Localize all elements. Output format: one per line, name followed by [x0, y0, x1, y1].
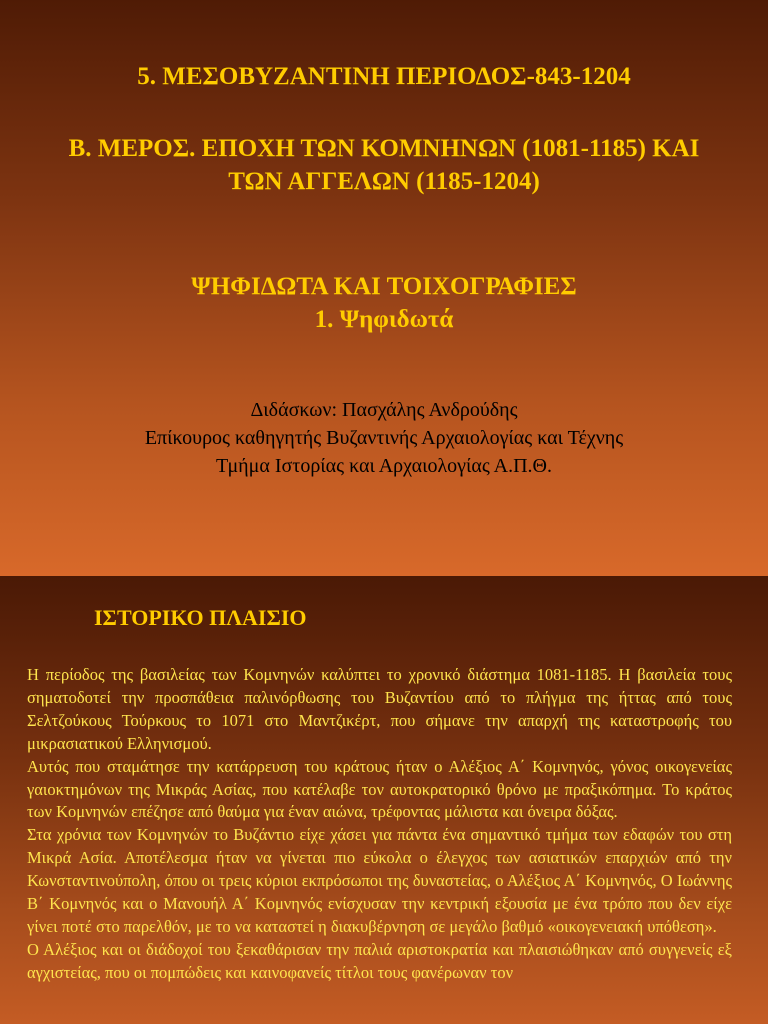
instructor-name: Διδάσκων: Πασχάλης Ανδρούδης: [250, 399, 518, 421]
department-name: Τμήμα Ιστορίας και Αρχαιολογίας Α.Π.Θ.: [215, 455, 552, 477]
body-paragraph: Αυτός που σταμάτησε την κατάρρευση του κράτους ήταν ο Αλέξιος Α΄ Κομνηνός, γόνος οικογενείας γαιοκτημόνων της Μικράς Ασίας, που κατέλαβε τον αυτοκρατορικό θρόνο με πραξικόπημα. Το κράτος των Κομνηνών επέζησε από θαύμα για έναν αιώνα, τρέφοντας μάλιστα και όνειρα δόξας.: [27, 756, 732, 822]
body-paragraph: Στα χρόνια των Κομνηνών το Βυζάντιο είχε χάσει για πάντα ένα σημαντικό τμήμα των εδαφών του στη Μικρά Ασία. Αποτέλεσμα ήταν να γίνεται πιο εύκολα ο έλεγχος των ασιατικών επαρχιών από την Κωνσταντινούπολη, όπου οι τρεις κύριοι εκπρόσωποι της δυναστείας, ο Αλέξιος Α΄ Κομνηνός, Ο Ιωάννης Β΄ Κομνηνός και ο Μανουήλ Α΄ Κομνηνός ενίσχυσαν την κεντρική εξουσία με ένα τρόπο που δεν είχε γίνει ποτέ στο παρελθόν, με το να καταστεί η διακυβέρνηση σε μεγάλο βαθμό «οικογενειακή υπόθεση».: [27, 825, 732, 936]
instructor-position: Επίκουρος καθηγητής Βυζαντινής Αρχαιολογίας και Τέχνης: [144, 427, 624, 449]
body-text: [27, 664, 732, 985]
section-heading: ΙΣΤΟΡΙΚΟ ΠΛΑΙΣΙΟ: [94, 605, 307, 630]
topic-heading: ΨΗΦΙΔΩΤΑ ΚΑΙ ΤΟΙΧΟΓΡΑΦΙΕΣ: [191, 273, 577, 300]
body-paragraph: Ο Αλέξιος και οι διάδοχοί του ξεκαθάρισαν την παλιά αριστοκρατία και πλαισιώθηκαν από συγγενείς εξ αγχιστείας, που οι πομπώδεις και καινοφανείς τίτλοι τους φανέρωναν τον: [27, 939, 732, 982]
history-slide: [0, 576, 768, 1024]
author-info: [90, 398, 678, 478]
slide-title-part: Β. ΜΕΡΟΣ. ΕΠΟΧΗ ΤΩΝ ΚΟΜΝΗΝΩΝ (1081-1185) ΚΑΙ ΤΩΝ ΑΓΓΕΛΩΝ (1185-1204): [68, 135, 700, 195]
subtopic-heading: 1. Ψηφιδωτά: [314, 306, 454, 333]
body-paragraph: Η περίοδος της βασιλείας των Κομνηνών καλύπτει το χρονικό διάστημα 1081-1185. Η βασιλεία τους σηματοδοτεί την προσπάθεια παλινόρθωσης του Βυζαντίου από το πλήγμα της ήττας από τους Σελτζούκους Τούρκους το 1071 στο Μαντζικέρτ, που σήμανε την απαρχή της καταστροφής του μικρασιατικού Ελληνισμού.: [27, 665, 732, 753]
slide-title-period: 5. ΜΕΣΟΒΥΖΑΝΤΙΝΗ ΠΕΡΙΟΔΟΣ-843-1204: [137, 63, 631, 90]
slide-title-topic: [40, 270, 728, 336]
